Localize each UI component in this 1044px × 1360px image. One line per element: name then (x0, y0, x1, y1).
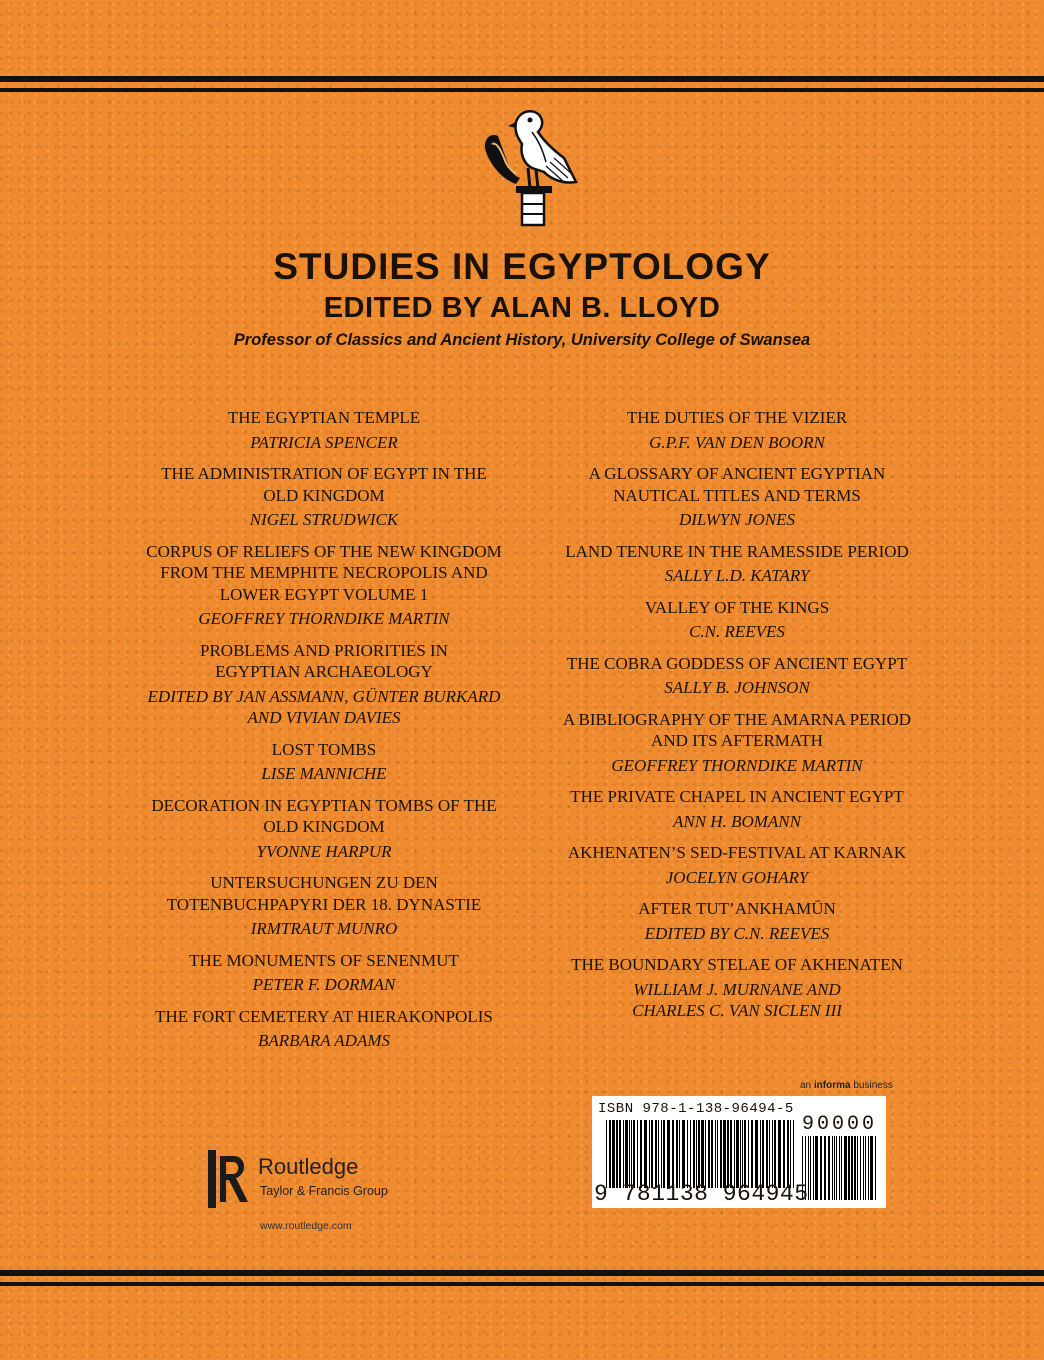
barcode-bar (690, 1120, 691, 1188)
book-author: G.P.F. VAN DEN BOORN (649, 432, 825, 452)
book-author: SALLY L.D. KATARY (664, 566, 810, 585)
informa-brand: informa (813, 1080, 851, 1091)
barcode-bar (698, 1120, 700, 1188)
book-title: THE EGYPTIAN TEMPLE (227, 408, 421, 427)
book-author: GEOFFREY THORNDIKE MARTIN (611, 755, 863, 775)
book-list-left (104, 407, 544, 1062)
barcode-bar (705, 1120, 706, 1188)
book-title: THE ADMINISTRATION OF EGYPT IN THE OLD KINGDOM (161, 464, 487, 505)
barcode-bar (667, 1120, 670, 1188)
barcode-bar (841, 1136, 842, 1200)
isbn-label: ISBN 978-1-138-96494-5 (598, 1101, 794, 1117)
book-author: DILWYN JONES (678, 510, 795, 529)
list-item (517, 709, 957, 777)
book-author: GEOFFREY THORNDIKE MARTIN (198, 609, 450, 628)
barcode-bar (730, 1120, 732, 1188)
barcode-bar (727, 1120, 729, 1188)
book-title: THE COBRA GODDESS OF ANCIENT EGYPT (566, 653, 908, 673)
barcode-bar (868, 1136, 869, 1200)
list-item (104, 739, 544, 785)
barcode-bar (655, 1120, 657, 1188)
ean-barcode-bars (606, 1120, 794, 1188)
barcode-bar (865, 1136, 866, 1200)
book-list-right (517, 407, 957, 1032)
top-rule-1 (0, 76, 1044, 82)
barcode-bar (682, 1120, 685, 1188)
barcode-bar (631, 1120, 632, 1188)
barcode-bar (661, 1120, 662, 1188)
barcode-bar (633, 1120, 635, 1188)
barcode-bar (860, 1136, 861, 1200)
book-title: VALLEY OF THE KINGS (644, 597, 830, 617)
barcode-bar (844, 1136, 847, 1200)
barcode-bar (793, 1120, 794, 1188)
barcode-bar (644, 1120, 647, 1188)
book-title: A BIBLIOGRAPHY OF THE AMARNA PERIOD AND ITS AFTERMATH (562, 709, 912, 750)
barcode-bar (755, 1120, 758, 1188)
barcode-bar (834, 1136, 835, 1200)
barcode-bar (736, 1120, 739, 1188)
publisher-name: Routledge (258, 1154, 359, 1179)
book-author: JOCELYN GOHARY (665, 867, 809, 887)
barcode-bar (751, 1120, 753, 1188)
barcode-bar (625, 1120, 628, 1188)
book-author: EDITED BY JAN ASSMANN, GÜNTER BURKARD AND VIVIAN DAVIES (147, 686, 501, 727)
list-item (104, 640, 544, 729)
series-title: STUDIES IN EGYPTOLOGY (273, 246, 771, 287)
book-title: DECORATION IN EGYPTIAN TOMBS OF THE OLD KINGDOM (151, 795, 497, 836)
barcode-bar (832, 1136, 833, 1200)
list-item (517, 898, 957, 944)
barcode-bar (787, 1120, 789, 1188)
barcode-bar (693, 1120, 695, 1188)
bottom-rule-2 (0, 1282, 1044, 1286)
book-title: THE DUTIES OF THE VIZIER (626, 408, 848, 427)
barcode-bar (740, 1120, 741, 1188)
book-title: LOST TOMBS (271, 739, 377, 759)
price-code: 90000 (802, 1113, 878, 1136)
book-title: PROBLEMS AND PRIORITIES IN EGYPTIAN ARCHAEOLOGY (200, 640, 448, 681)
book-author: YVONNE HARPUR (256, 841, 392, 861)
book-author: BARBARA ADAMS (257, 1031, 391, 1050)
list-item (517, 597, 957, 643)
book-author: EDITED BY C.N. REEVES (644, 923, 830, 943)
barcode-bar (629, 1120, 630, 1188)
editor-affiliation: Professor of Classics and Ancient History, University College of Swansea (233, 331, 811, 349)
barcode-bar (851, 1136, 853, 1200)
barcode-bar (717, 1120, 718, 1188)
isbn-barcode (592, 1096, 886, 1208)
barcode-bar (723, 1120, 726, 1188)
barcode-bar (720, 1120, 722, 1188)
barcode-bar (790, 1120, 791, 1188)
book-title: A GLOSSARY OF ANCIENT EGYPTIAN NAUTICAL TITLES AND TERMS (588, 464, 886, 505)
barcode-bar (854, 1136, 856, 1200)
book-title: THE MONUMENTS OF SENENMUT (189, 950, 459, 970)
barcode-bar (649, 1120, 650, 1188)
book-author: LISE MANNICHE (261, 764, 387, 783)
book-title: AFTER TUT’ANKHAMŪN (638, 899, 836, 918)
barcode-bar (748, 1120, 749, 1188)
barcode-bar (658, 1120, 659, 1188)
barcode-bar (640, 1120, 642, 1188)
book-author: ANN H. BOMANN (673, 811, 801, 831)
book-author: NIGEL STRUDWICK (249, 510, 399, 529)
book-title: THE FORT CEMETERY AT HIERAKONPOLIS (155, 1006, 493, 1026)
addon-barcode-bars (802, 1136, 876, 1200)
list-item (517, 463, 957, 531)
barcode-bar (734, 1120, 735, 1188)
barcode-bar (701, 1120, 704, 1188)
list-item (104, 407, 544, 453)
barcode-bar (679, 1120, 680, 1188)
list-item (517, 541, 957, 587)
list-item (517, 842, 957, 888)
routledge-r-logo-icon (208, 1150, 252, 1208)
barcode-bar (715, 1120, 716, 1188)
barcode-bar (815, 1136, 818, 1200)
barcode-bar (766, 1120, 768, 1188)
book-title: THE BOUNDARY STELAE OF AKHENATEN (571, 955, 903, 974)
list-item (104, 541, 544, 630)
book-title: CORPUS OF RELIEFS OF THE NEW KINGDOM FROM THE MEMPHITE NECROPOLIS AND LOWER EGYPT VOLUME 1 (146, 541, 502, 604)
book-title: UNTERSUCHUNGEN ZU DEN TOTENBUCHPAPYRI DER 18. DYNASTIE (166, 873, 482, 914)
barcode-bar (651, 1120, 653, 1188)
barcode-bar (687, 1120, 688, 1188)
book-author: SALLY B. JOHNSON (664, 678, 810, 697)
book-title: LAND TENURE IN THE RAMESSIDE PERIOD (565, 541, 909, 561)
informa-suffix: business (850, 1080, 893, 1091)
barcode-bar (778, 1120, 781, 1188)
barcode-bar (676, 1120, 678, 1188)
book-title: THE PRIVATE CHAPEL IN ANCIENT EGYPT (570, 787, 904, 806)
barcode-bar (836, 1136, 837, 1200)
barcode-bar (813, 1136, 814, 1200)
barcode-bar (672, 1120, 674, 1188)
barcode-bar (863, 1136, 864, 1200)
barcode-bar (711, 1120, 713, 1188)
barcode-bar (762, 1120, 764, 1188)
barcode-bar (696, 1120, 697, 1188)
publisher-url: www.routledge.com (260, 1220, 352, 1232)
list-item (104, 463, 544, 531)
barcode-bar (810, 1136, 811, 1200)
book-author: PATRICIA SPENCER (250, 432, 398, 452)
list-item (104, 1006, 544, 1052)
barcode-bar (820, 1136, 822, 1200)
series-editor: EDITED BY ALAN B. LLOYD (323, 292, 721, 324)
list-item (104, 872, 544, 940)
barcode-bar (609, 1120, 611, 1188)
barcode-bar (637, 1120, 638, 1188)
informa-prefix: an (800, 1080, 814, 1091)
barcode-bar (828, 1136, 830, 1200)
list-item (517, 653, 957, 699)
barcode-bar (870, 1136, 873, 1200)
book-title: AKHENATEN’S SED-FESTIVAL AT KARNAK (567, 843, 907, 862)
barcode-bar (875, 1136, 876, 1200)
barcode-bar (774, 1120, 776, 1188)
barcode-bar (772, 1120, 773, 1188)
barcode-bar (744, 1120, 746, 1188)
barcode-bar (857, 1136, 858, 1200)
barcode-bar (623, 1120, 624, 1188)
barcode-bar (824, 1136, 826, 1200)
barcode-bar (760, 1120, 761, 1188)
book-author: C.N. REEVES (689, 622, 785, 641)
ean-digits: 9 781138 964945 (594, 1181, 809, 1207)
barcode-bar (769, 1120, 770, 1188)
list-item (104, 795, 544, 863)
barcode-bar (708, 1120, 710, 1188)
barcode-bar (616, 1120, 618, 1188)
barcode-bar (783, 1120, 785, 1188)
list-item (517, 786, 957, 832)
book-author: PETER F. DORMAN (252, 975, 396, 994)
list-item (517, 407, 957, 453)
barcode-bar (839, 1136, 840, 1200)
publisher-group: Taylor & Francis Group (260, 1184, 388, 1198)
book-author: IRMTRAUT MUNRO (250, 919, 398, 938)
informa-tagline (800, 1080, 893, 1091)
bottom-rule-1 (0, 1270, 1044, 1276)
book-author: WILLIAM J. MURNANE AND CHARLES C. VAN SICLEN III (632, 979, 842, 1020)
barcode-bar (612, 1120, 615, 1188)
barcode-bar (619, 1120, 621, 1188)
barcode-bar (606, 1120, 607, 1188)
falcon-hieroglyph-icon (472, 92, 582, 242)
list-item (517, 954, 957, 1022)
barcode-bar (742, 1120, 743, 1188)
barcode-bar (848, 1136, 850, 1200)
barcode-bar (663, 1120, 665, 1188)
list-item (104, 950, 544, 996)
